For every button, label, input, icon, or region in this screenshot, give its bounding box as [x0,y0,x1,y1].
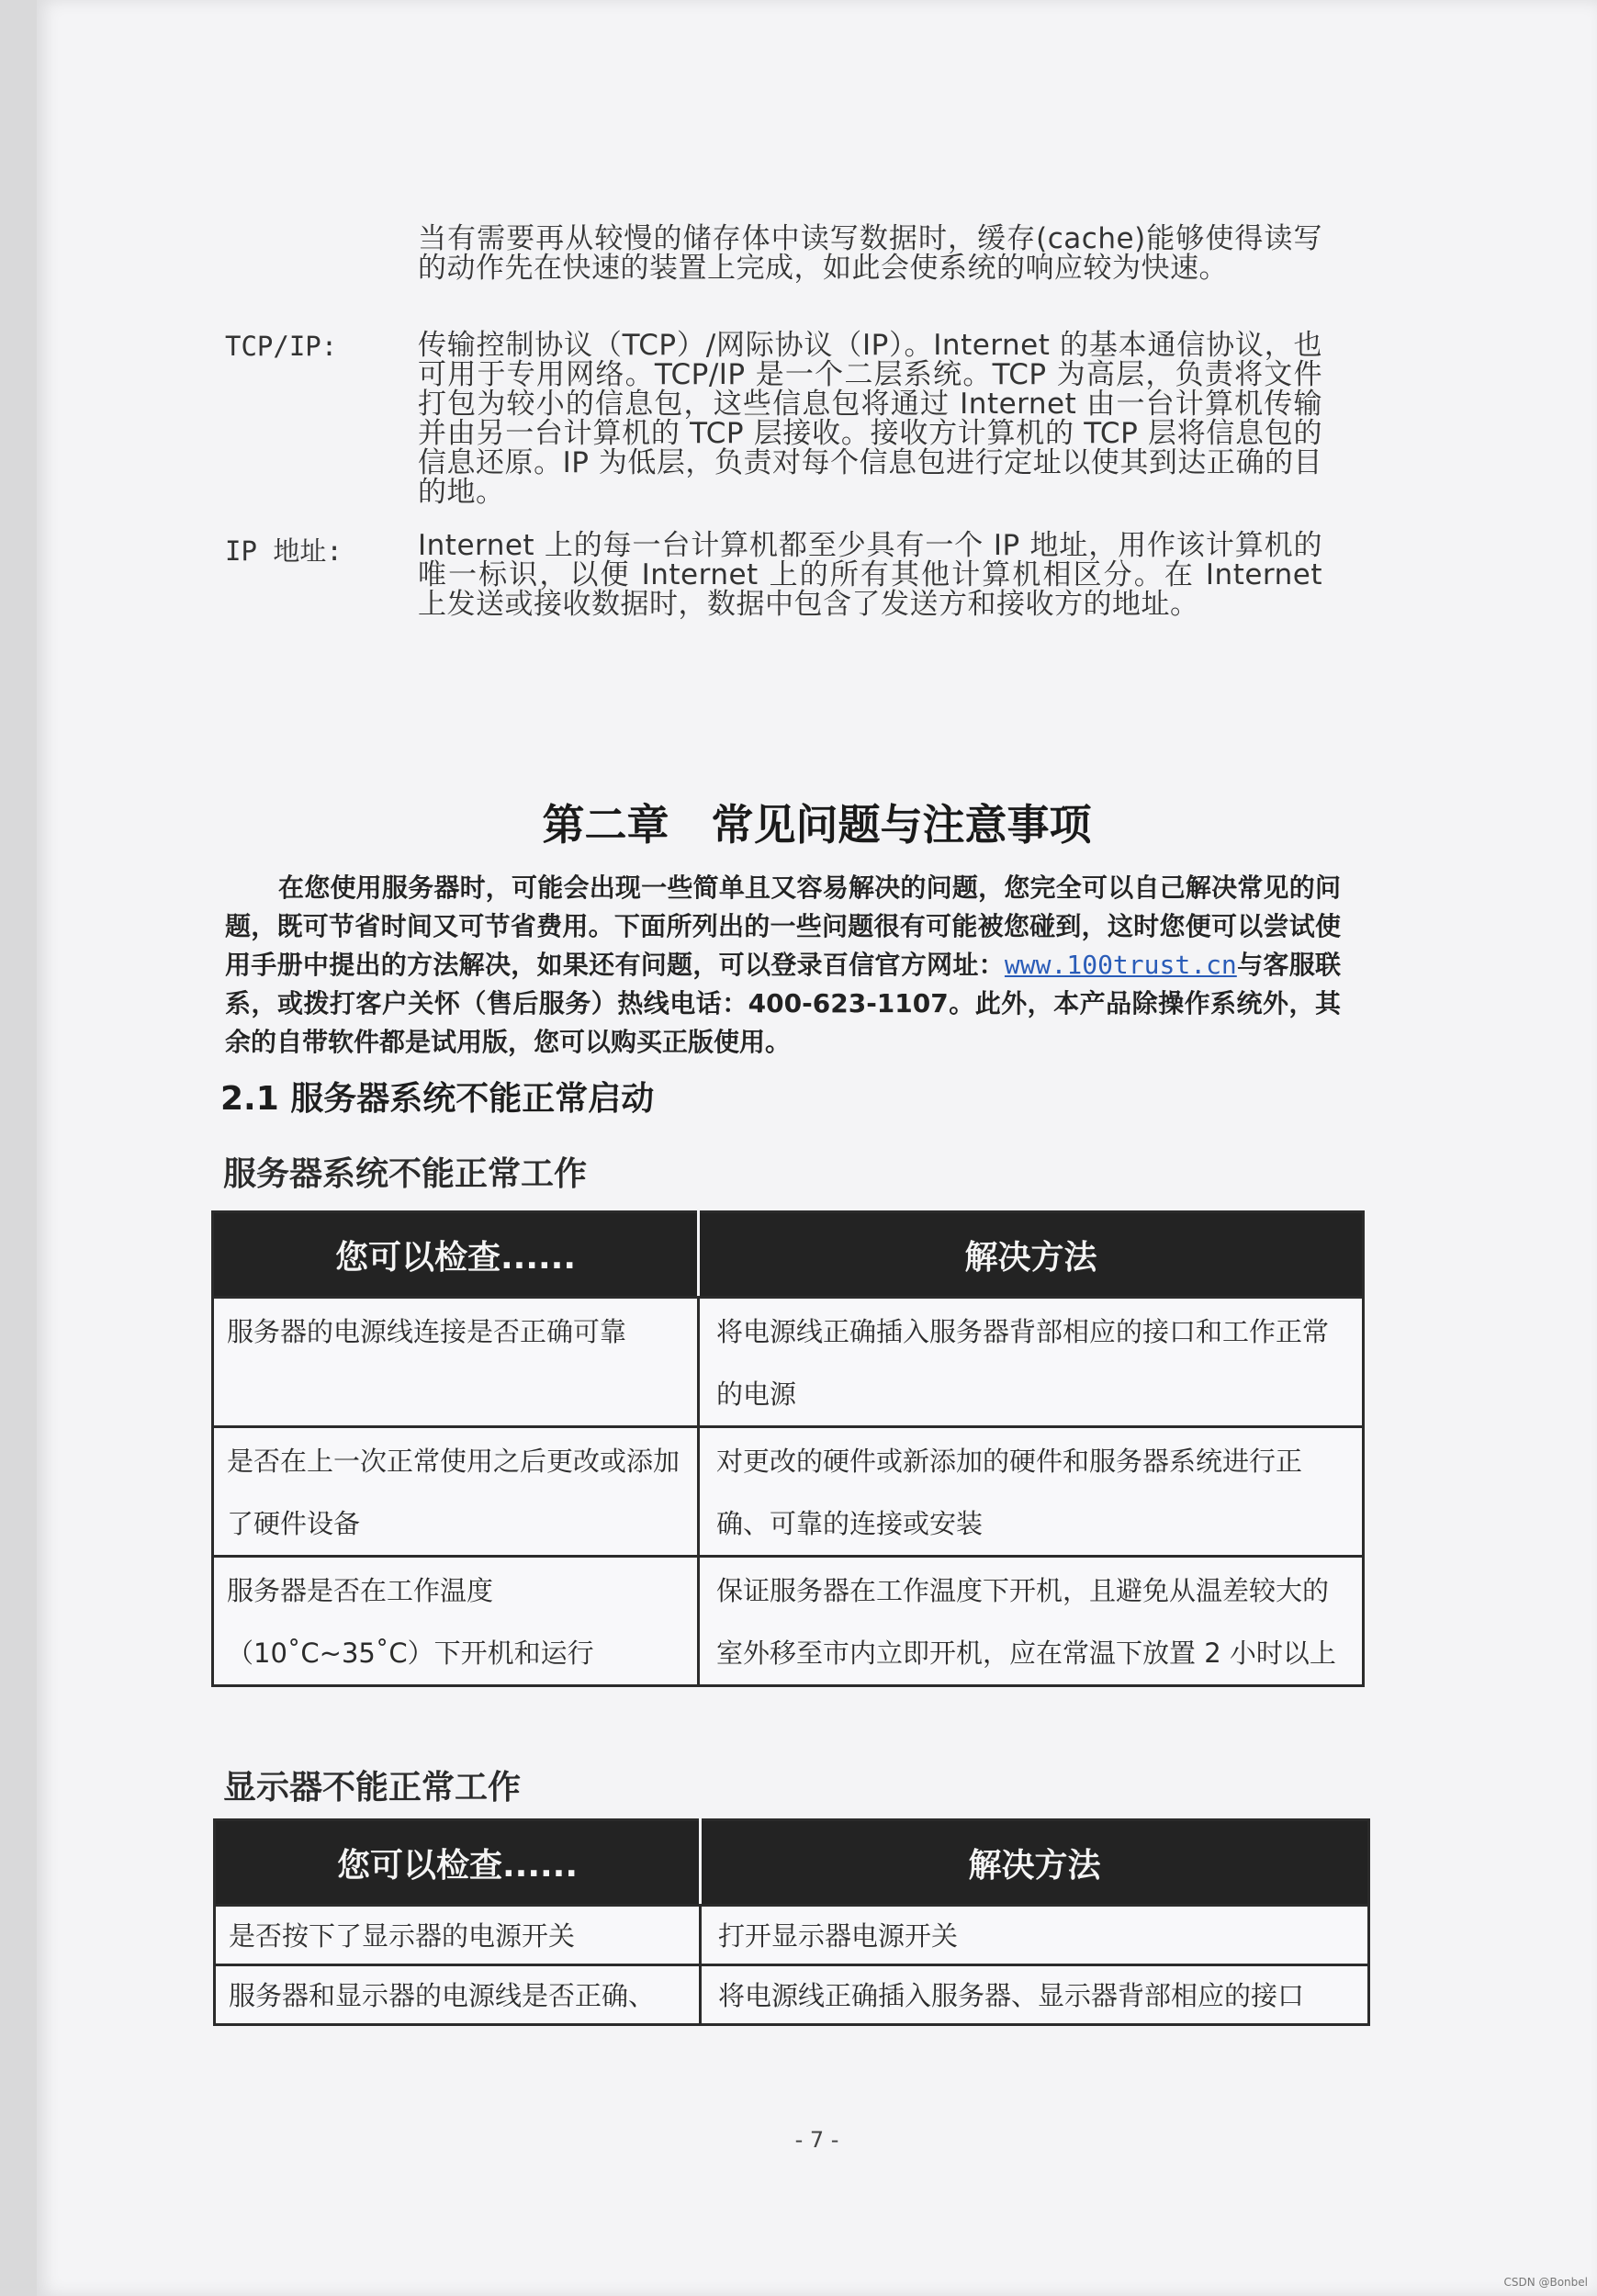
check-cell: 服务器的电源线连接是否正确可靠 [213,1298,699,1427]
table-subtitle: 服务器系统不能正常工作 [223,1155,588,1193]
chapter-title: 第二章 常见问题与注意事项 [542,800,1092,850]
server-troubleshooting-table [211,1210,1365,1687]
table-header-row [215,1820,1369,1906]
intro-text-continued: 与客服联系，或拨打客户关怀（售后服务）热线电话：400-623-1107。此外，本产品除操作系统外，其余的自带软件都是试用版，您可以购买正版使用。 [225,950,1341,1057]
monitor-troubleshooting-table [213,1818,1370,2026]
table-row [213,1298,1364,1427]
check-cell: 服务器和显示器的电源线是否正确、 [215,1965,701,2025]
table-row [213,1557,1364,1686]
intro-text: 在您使用服务器时，可能会出现一些简单且又容易解决的问题，您完全可以自己解决常见的问题，既可节省时间又可节省费用。下面所列出的一些问题很有可能被您碰到，这时您便可以尝试使用手册中提出的方法解决，如果还有问题，可以登录百信官方网址： [225,872,1341,980]
check-cell: 是否在上一次正常使用之后更改或添加了硬件设备 [213,1427,699,1557]
solution-cell: 保证服务器在工作温度下开机，且避免从温差较大的室外移至市内立即开机，应在常温下放置 2 小时以上 [699,1557,1364,1686]
glossary-definition: Internet 上的每一台计算机都至少具有一个 IP 地址，用作该计算机的唯一标识，以便 Internet 上的所有其他计算机相区分。在 Internet 上发送或接收数据时，数据中包含了发送方和接收方的地址。 [418,529,1322,621]
header-check: 您可以检查...... [215,1820,701,1906]
check-cell: 服务器是否在工作温度（10˚C~35˚C）下开机和运行 [213,1557,699,1686]
website-link[interactable]: www.100trust.cn [1004,950,1237,980]
header-solution: 解决方法 [699,1212,1364,1298]
glossary-definition: 传输控制协议（TCP）/网际协议（IP）。Internet 的基本通信协议，也可用于专用网络。TCP/IP 是一个二层系统。TCP 为高层，负责将文件打包为较小的信息包，这些信息包将通过 Internet 由一台计算机传输并由另一台计算机的 TCP 层接收。接收方计算机的 TCP 层将信息包的信息还原。IP 为低层，负责对每个信息包进行定址以使其到达正确的目的地。 [418,329,1322,509]
table-row [215,1965,1369,2025]
table-subtitle: 显示器不能正常工作 [223,1769,522,1806]
solution-cell: 对更改的硬件或新添加的硬件和服务器系统进行正确、可靠的连接或安装 [699,1427,1364,1557]
check-cell: 是否按下了显示器的电源开关 [215,1906,701,1965]
chapter-intro [225,869,1341,1062]
solution-cell: 将电源线正确插入服务器、显示器背部相应的接口 [701,1965,1369,2025]
table-row [215,1906,1369,1965]
page-number: - 7 - [794,2127,839,2153]
table-header-row [213,1212,1364,1298]
solution-cell: 将电源线正确插入服务器背部相应的接口和工作正常的电源 [699,1298,1364,1427]
glossary-definition: 当有需要再从较慢的储存体中读写数据时，缓存(cache)能够使得读写的动作先在快速的装置上完成，如此会使系统的响应较为快速。 [418,222,1322,285]
document-page [37,0,1597,2296]
solution-cell: 打开显示器电源开关 [701,1906,1369,1965]
header-solution: 解决方法 [701,1820,1369,1906]
table-row [213,1427,1364,1557]
header-check: 您可以检查...... [213,1212,699,1298]
glossary-term: TCP/IP: [225,331,338,362]
section-title: 2.1 服务器系统不能正常启动 [220,1080,655,1118]
watermark: CSDN @Bonbel [1503,2276,1588,2289]
glossary-term: IP 地址: [225,535,343,567]
